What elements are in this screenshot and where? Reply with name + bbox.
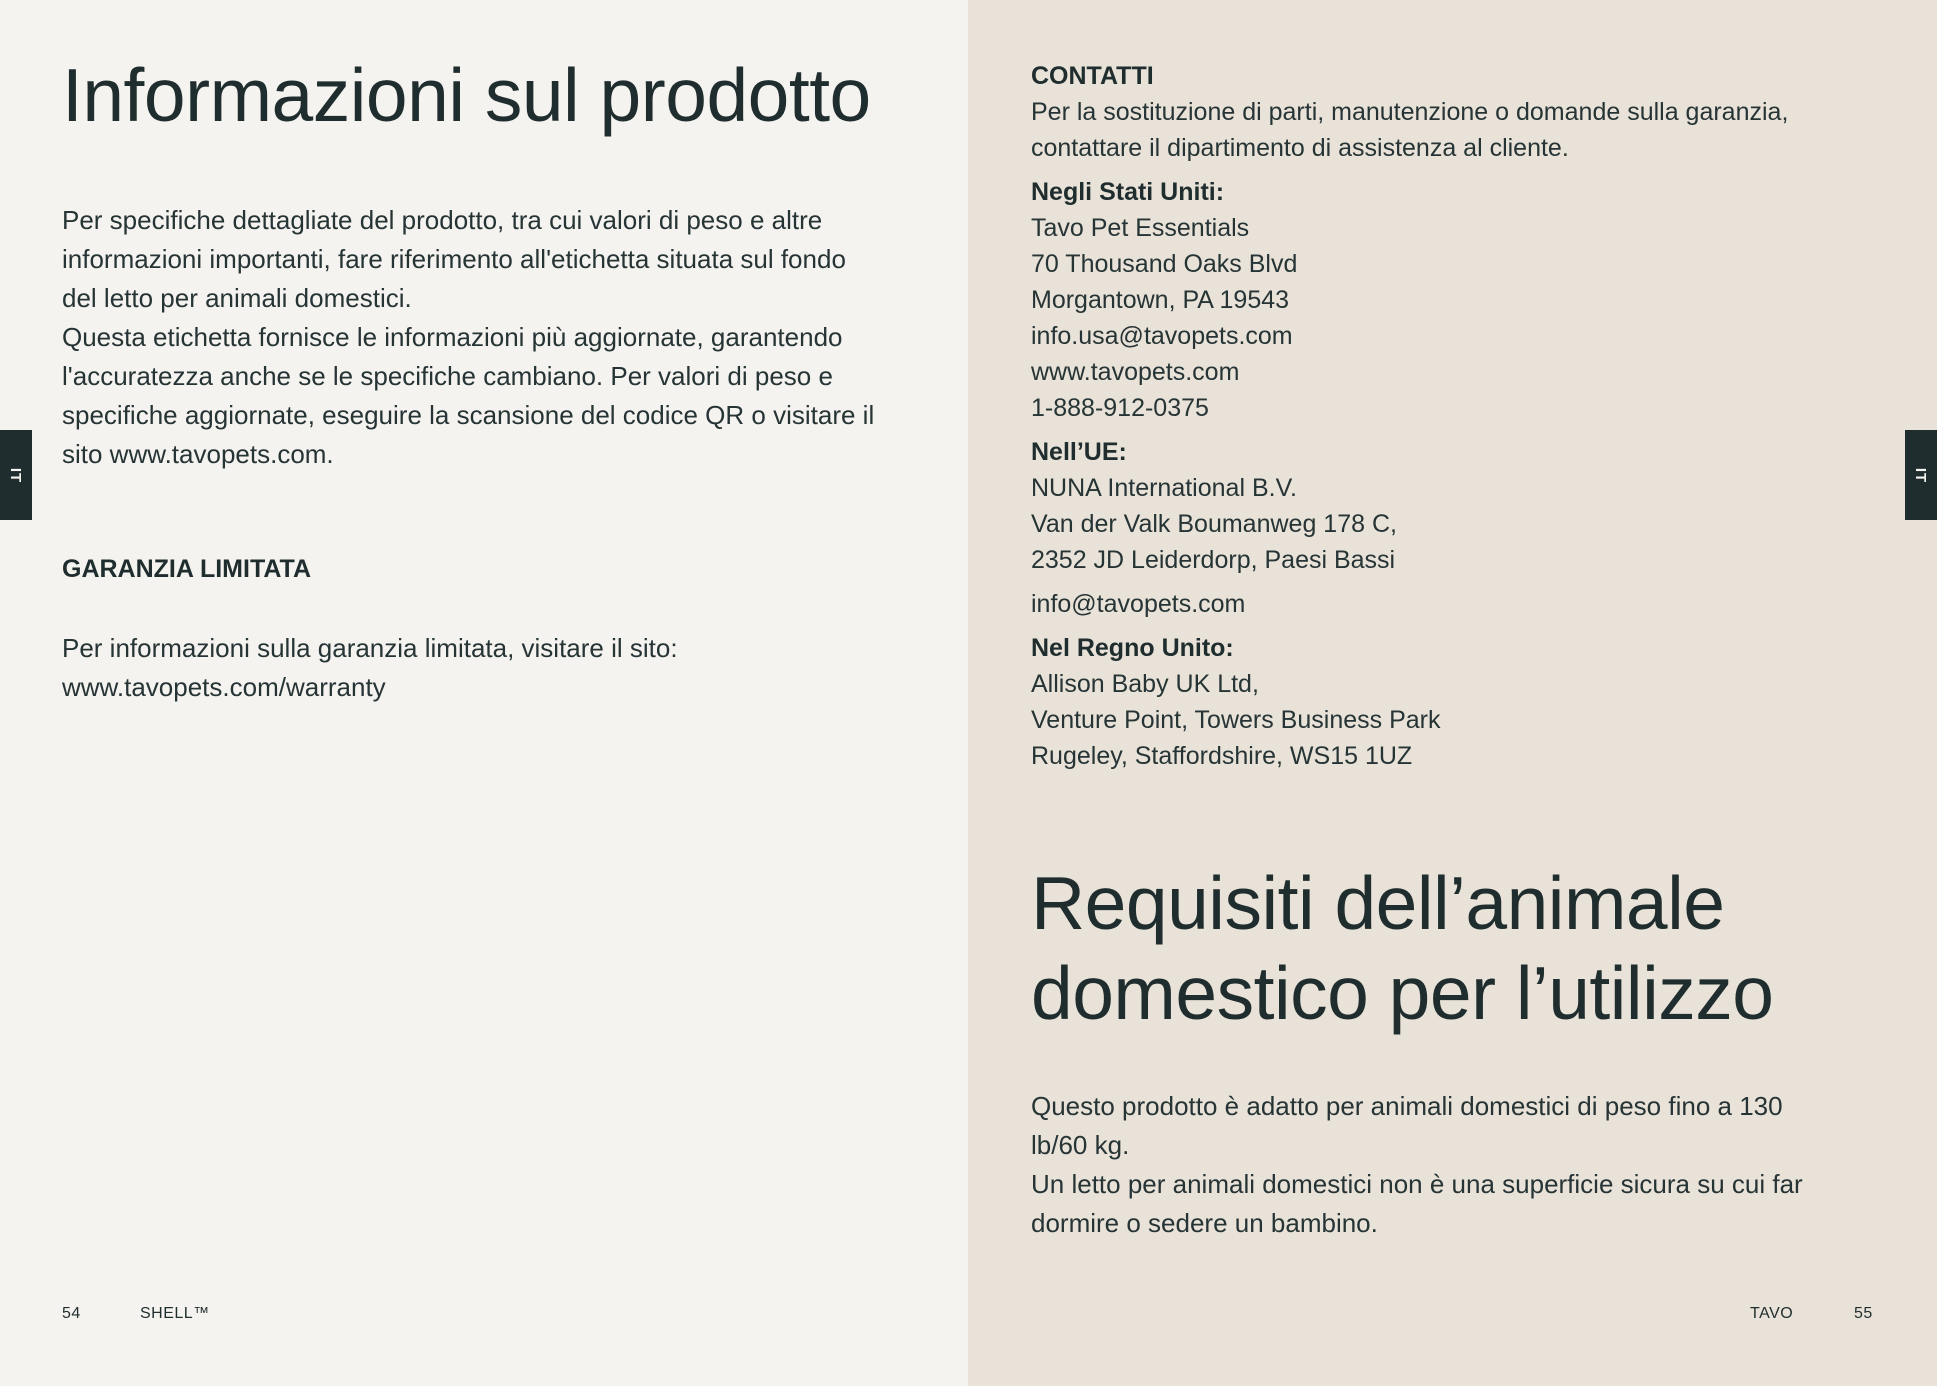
us-address-city: Morgantown, PA 19543 <box>1031 286 1290 314</box>
title-line: domestico per l’utilizzo <box>1031 951 1774 1035</box>
page-title-product-info: Informazioni sul prodotto <box>62 53 871 137</box>
warranty-link[interactable]: www.tavopets.com/warranty <box>62 672 386 702</box>
footer-brand-left: SHELL™ <box>140 1305 210 1322</box>
left-page <box>0 0 968 1386</box>
language-tab-label: IT <box>7 467 25 483</box>
eu-address-street: Van der Valk Boumanweg 178 C, <box>1031 510 1397 538</box>
warranty-paragraph <box>62 629 942 707</box>
us-contact-label: Negli Stati Uniti: <box>1031 178 1225 206</box>
us-phone-number[interactable]: 1-888-912-0375 <box>1031 394 1209 422</box>
text-line: Per specifiche dettagliate del prodotto, tra cui valori di peso e altre <box>62 205 823 235</box>
uk-address-street: Venture Point, Towers Business Park <box>1031 706 1441 734</box>
footer-page-number-right: 55 <box>1854 1305 1873 1322</box>
footer-page-number-left: 54 <box>62 1305 81 1322</box>
eu-contact-label: Nell’UE: <box>1031 438 1127 466</box>
us-email-link[interactable]: info.usa@tavopets.com <box>1031 322 1293 350</box>
text-line: Per informazioni sulla garanzia limitata, visitare il sito: <box>62 633 678 663</box>
text-line: informazioni importanti, fare riferimento all'etichetta situata sul fondo <box>62 244 846 274</box>
uk-company-name: Allison Baby UK Ltd, <box>1031 670 1259 698</box>
eu-company-name: NUNA International B.V. <box>1031 474 1297 502</box>
uk-contact-label: Nel Regno Unito: <box>1031 634 1234 662</box>
us-company-name: Tavo Pet Essentials <box>1031 214 1250 242</box>
us-website-link[interactable]: www.tavopets.com <box>1031 358 1240 386</box>
text-line: dormire o sedere un bambino. <box>1031 1208 1378 1238</box>
language-tab-left <box>0 430 32 520</box>
text-line: l'accuratezza anche se le specifiche cambiano. Per valori di peso e <box>62 361 833 391</box>
product-info-paragraph <box>62 201 942 474</box>
text-line: Un letto per animali domestici non è una superficie sicura su cui far <box>1031 1169 1803 1199</box>
contacts-intro-line: Per la sostituzione di parti, manutenzione o domande sulla garanzia, <box>1031 98 1789 126</box>
contacts-section <box>1031 58 1891 774</box>
warranty-heading: GARANZIA LIMITATA <box>62 555 312 583</box>
page-title-pet-requirements <box>1031 858 1773 1038</box>
requirements-paragraph <box>1031 1087 1911 1243</box>
right-page <box>968 0 1937 1386</box>
text-line: Questa etichetta fornisce le informazioni più aggiornate, garantendo <box>62 322 843 352</box>
text-line: lb/60 kg. <box>1031 1130 1130 1160</box>
us-address-street: 70 Thousand Oaks Blvd <box>1031 250 1298 278</box>
language-tab-label: IT <box>1912 467 1930 483</box>
eu-address-city: 2352 JD Leiderdorp, Paesi Bassi <box>1031 546 1396 574</box>
text-line: Questo prodotto è adatto per animali domestici di peso fino a 130 <box>1031 1091 1783 1121</box>
contacts-intro-line: contattare il dipartimento di assistenza al cliente. <box>1031 134 1569 162</box>
contacts-heading: CONTATTI <box>1031 62 1154 90</box>
text-line: sito www.tavopets.com. <box>62 439 334 469</box>
uk-address-city: Rugeley, Staffordshire, WS15 1UZ <box>1031 742 1413 770</box>
language-tab-right <box>1905 430 1937 520</box>
title-line: Requisiti dell’animale <box>1031 861 1725 945</box>
text-line: specifiche aggiornate, eseguire la scansione del codice QR o visitare il <box>62 400 875 430</box>
eu-email-link[interactable]: info@tavopets.com <box>1031 590 1246 618</box>
footer-brand-right: TAVO <box>1750 1305 1794 1322</box>
text-line: del letto per animali domestici. <box>62 283 412 313</box>
